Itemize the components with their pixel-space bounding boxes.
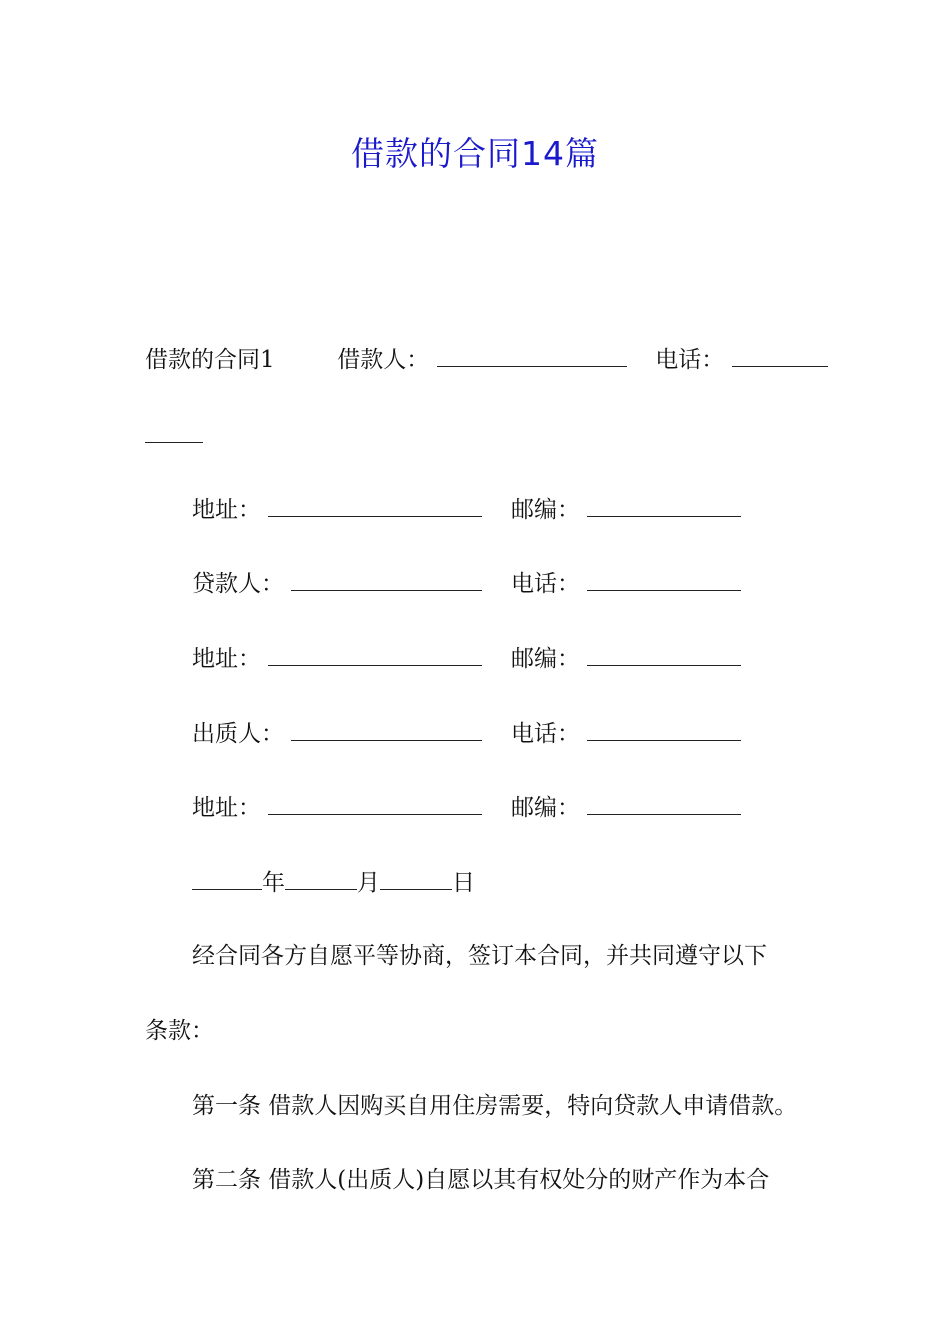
lender-phone-blank[interactable] xyxy=(587,568,741,591)
form-row-right-label: 邮编： xyxy=(510,497,580,523)
article-2: 第二条 借款人(出质人)自愿以其有权处分的财产作为本合 xyxy=(192,1167,770,1193)
form-row xyxy=(192,568,741,599)
borrower-line xyxy=(145,344,828,375)
postcode-blank[interactable] xyxy=(587,792,741,815)
article-1: 第一条 借款人因购买自用住房需要，特向贷款人申请借款。 xyxy=(192,1093,798,1119)
borrower-phone-continuation xyxy=(145,420,203,451)
form-row-right-label: 电话： xyxy=(510,571,580,597)
form-row-right-label: 邮编： xyxy=(510,646,580,672)
day-blank[interactable] xyxy=(380,867,452,890)
intro-paragraph-line2: 条款： xyxy=(145,1018,214,1044)
day-label: 日 xyxy=(452,870,475,896)
form-row-label: 地址： xyxy=(192,646,261,672)
section-heading: 借款的合同1 xyxy=(145,347,275,373)
year-label: 年 xyxy=(262,870,285,896)
form-row xyxy=(192,792,741,823)
form-row xyxy=(192,643,741,674)
month-blank[interactable] xyxy=(285,867,357,890)
borrower-phone-blank-cont[interactable] xyxy=(145,420,203,443)
year-blank[interactable] xyxy=(192,867,262,890)
form-row-label: 出质人： xyxy=(192,721,284,747)
address-blank[interactable] xyxy=(268,643,482,666)
form-row xyxy=(192,718,741,749)
address-blank[interactable] xyxy=(268,792,482,815)
borrower-name-blank[interactable] xyxy=(437,344,627,367)
pledgor-name-blank[interactable] xyxy=(291,718,482,741)
document-title: 借款的合同14篇 xyxy=(351,134,599,173)
borrower-phone-blank[interactable] xyxy=(732,344,828,367)
form-row-label: 地址： xyxy=(192,795,261,821)
date-row xyxy=(192,867,475,898)
form-row-label: 贷款人： xyxy=(192,571,284,597)
postcode-blank[interactable] xyxy=(587,494,741,517)
postcode-blank[interactable] xyxy=(587,643,741,666)
form-row-right-label: 电话： xyxy=(510,721,580,747)
intro-paragraph-line1: 经合同各方自愿平等协商，签订本合同，并共同遵守以下 xyxy=(192,943,767,969)
address-blank[interactable] xyxy=(268,494,482,517)
lender-name-blank[interactable] xyxy=(291,568,482,591)
form-row-label: 地址： xyxy=(192,497,261,523)
month-label: 月 xyxy=(357,870,380,896)
pledgor-phone-blank[interactable] xyxy=(587,718,741,741)
borrower-phone-label: 电话： xyxy=(655,347,725,373)
form-row xyxy=(192,494,741,525)
borrower-label: 借款人： xyxy=(337,347,430,373)
form-row-right-label: 邮编： xyxy=(510,795,580,821)
